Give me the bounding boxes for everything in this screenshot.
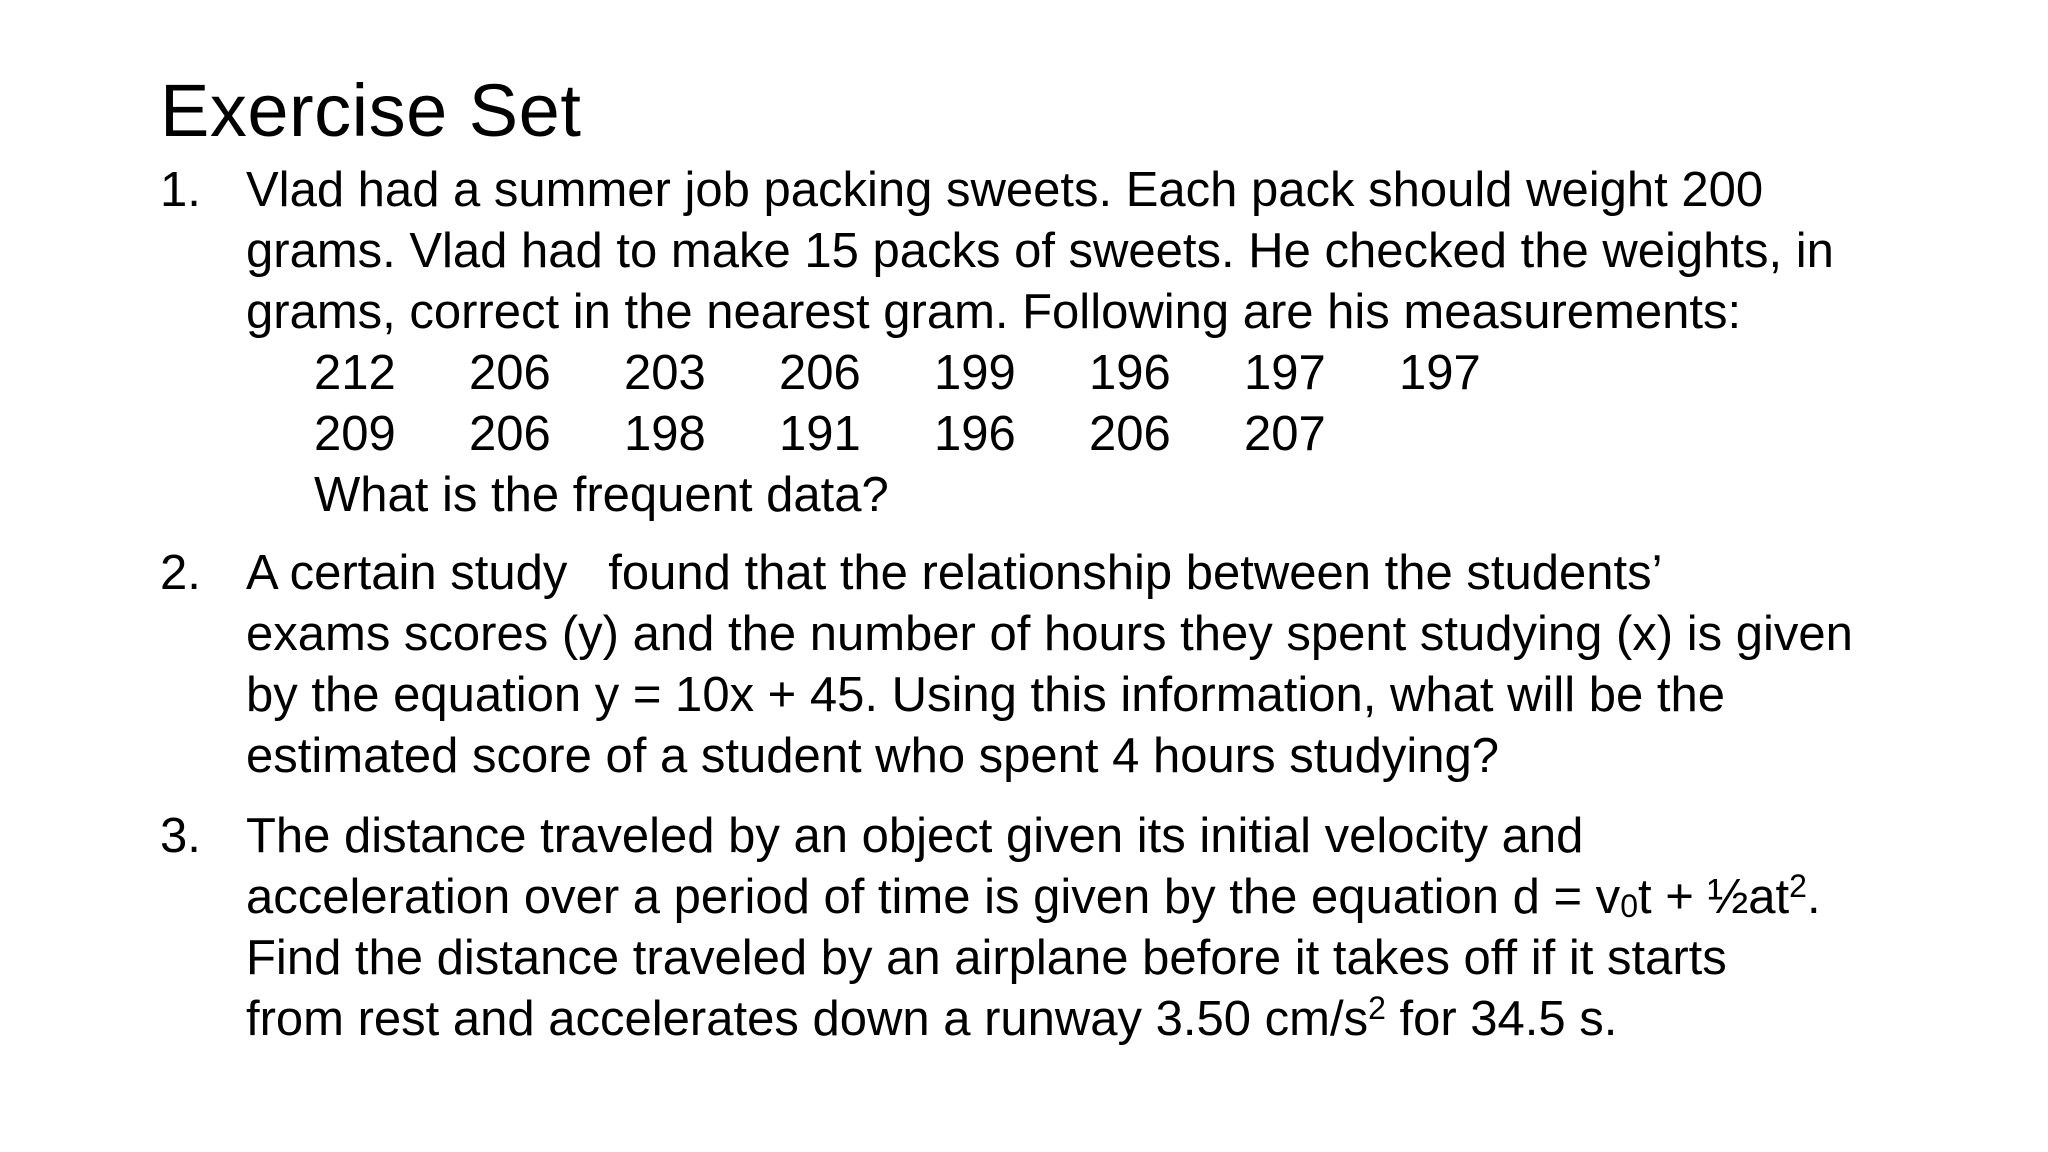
item-text-line: [246, 989, 2000, 1050]
measurement-value: 198: [624, 407, 706, 461]
measurement-value: 212: [314, 346, 396, 400]
item-text-line: estimated score of a student who spent 4 hours studying?: [246, 729, 1499, 783]
subscript-zero: 0: [1620, 888, 1638, 924]
item-text-line: exams scores (y) and the number of hours they spent studying (x) is given: [246, 607, 1853, 661]
item-text-line: Vlad had a summer job packing sweets. Each pack should weight 200: [246, 163, 1764, 217]
item-number: 1.: [160, 163, 201, 217]
equation-text: acceleration over a period of time is given by the equation d = v: [246, 870, 1621, 924]
measurement-value: 196: [1089, 346, 1171, 400]
units-text: from rest and accelerates down a runway 3.50 cm/s: [246, 992, 1369, 1046]
item-question: What is the frequent data?: [314, 468, 889, 522]
measurement-value: 207: [1244, 407, 1326, 461]
item-text-line: grams, correct in the nearest gram. Following are his measurements:: [246, 285, 1742, 339]
measurement-value: 199: [934, 346, 1016, 400]
measurement-value: 203: [624, 346, 706, 400]
measurement-value: 206: [469, 346, 551, 400]
units-text: for 34.5 s.: [1385, 992, 1618, 1046]
measurement-value: 196: [934, 407, 1016, 461]
item-number: 2.: [160, 546, 201, 600]
item-text-line: The distance traveled by an object given its initial velocity and: [246, 809, 1584, 863]
item-body: [246, 806, 2000, 1050]
measurement-value: 206: [1089, 407, 1171, 461]
equation-text: t + ½at: [1637, 870, 1790, 924]
measurement-row-1: [246, 343, 2000, 404]
measurement-value: 197: [1244, 346, 1326, 400]
item-text-line: [246, 867, 2000, 928]
item-number: 3.: [160, 809, 201, 863]
slide-title: Exercise Set: [160, 69, 582, 152]
measurement-value: 197: [1399, 346, 1481, 400]
exercise-item-3: [160, 806, 2000, 1050]
measurement-value: 209: [314, 407, 396, 461]
item-body: [246, 543, 2000, 787]
exercise-item-2: [160, 543, 2000, 787]
superscript-two: 2: [1789, 868, 1807, 904]
item-text-line: A certain study found that the relationship between the students’: [246, 546, 1663, 600]
measurement-value: 206: [469, 407, 551, 461]
measurement-value: 191: [779, 407, 861, 461]
exercise-item-1: [160, 160, 2000, 526]
measurement-row-2: [246, 404, 2000, 465]
superscript-two: 2: [1368, 990, 1386, 1026]
item-text-line: grams. Vlad had to make 15 packs of sweets. He checked the weights, in: [246, 224, 1834, 278]
item-text-line: Find the distance traveled by an airplane before it takes off if it starts: [246, 931, 1727, 985]
item-body: [246, 160, 2000, 526]
item-text-line: by the equation y = 10x + 45. Using this information, what will be the: [246, 668, 1726, 722]
measurement-value: 206: [779, 346, 861, 400]
equation-text: .: [1806, 870, 1821, 924]
